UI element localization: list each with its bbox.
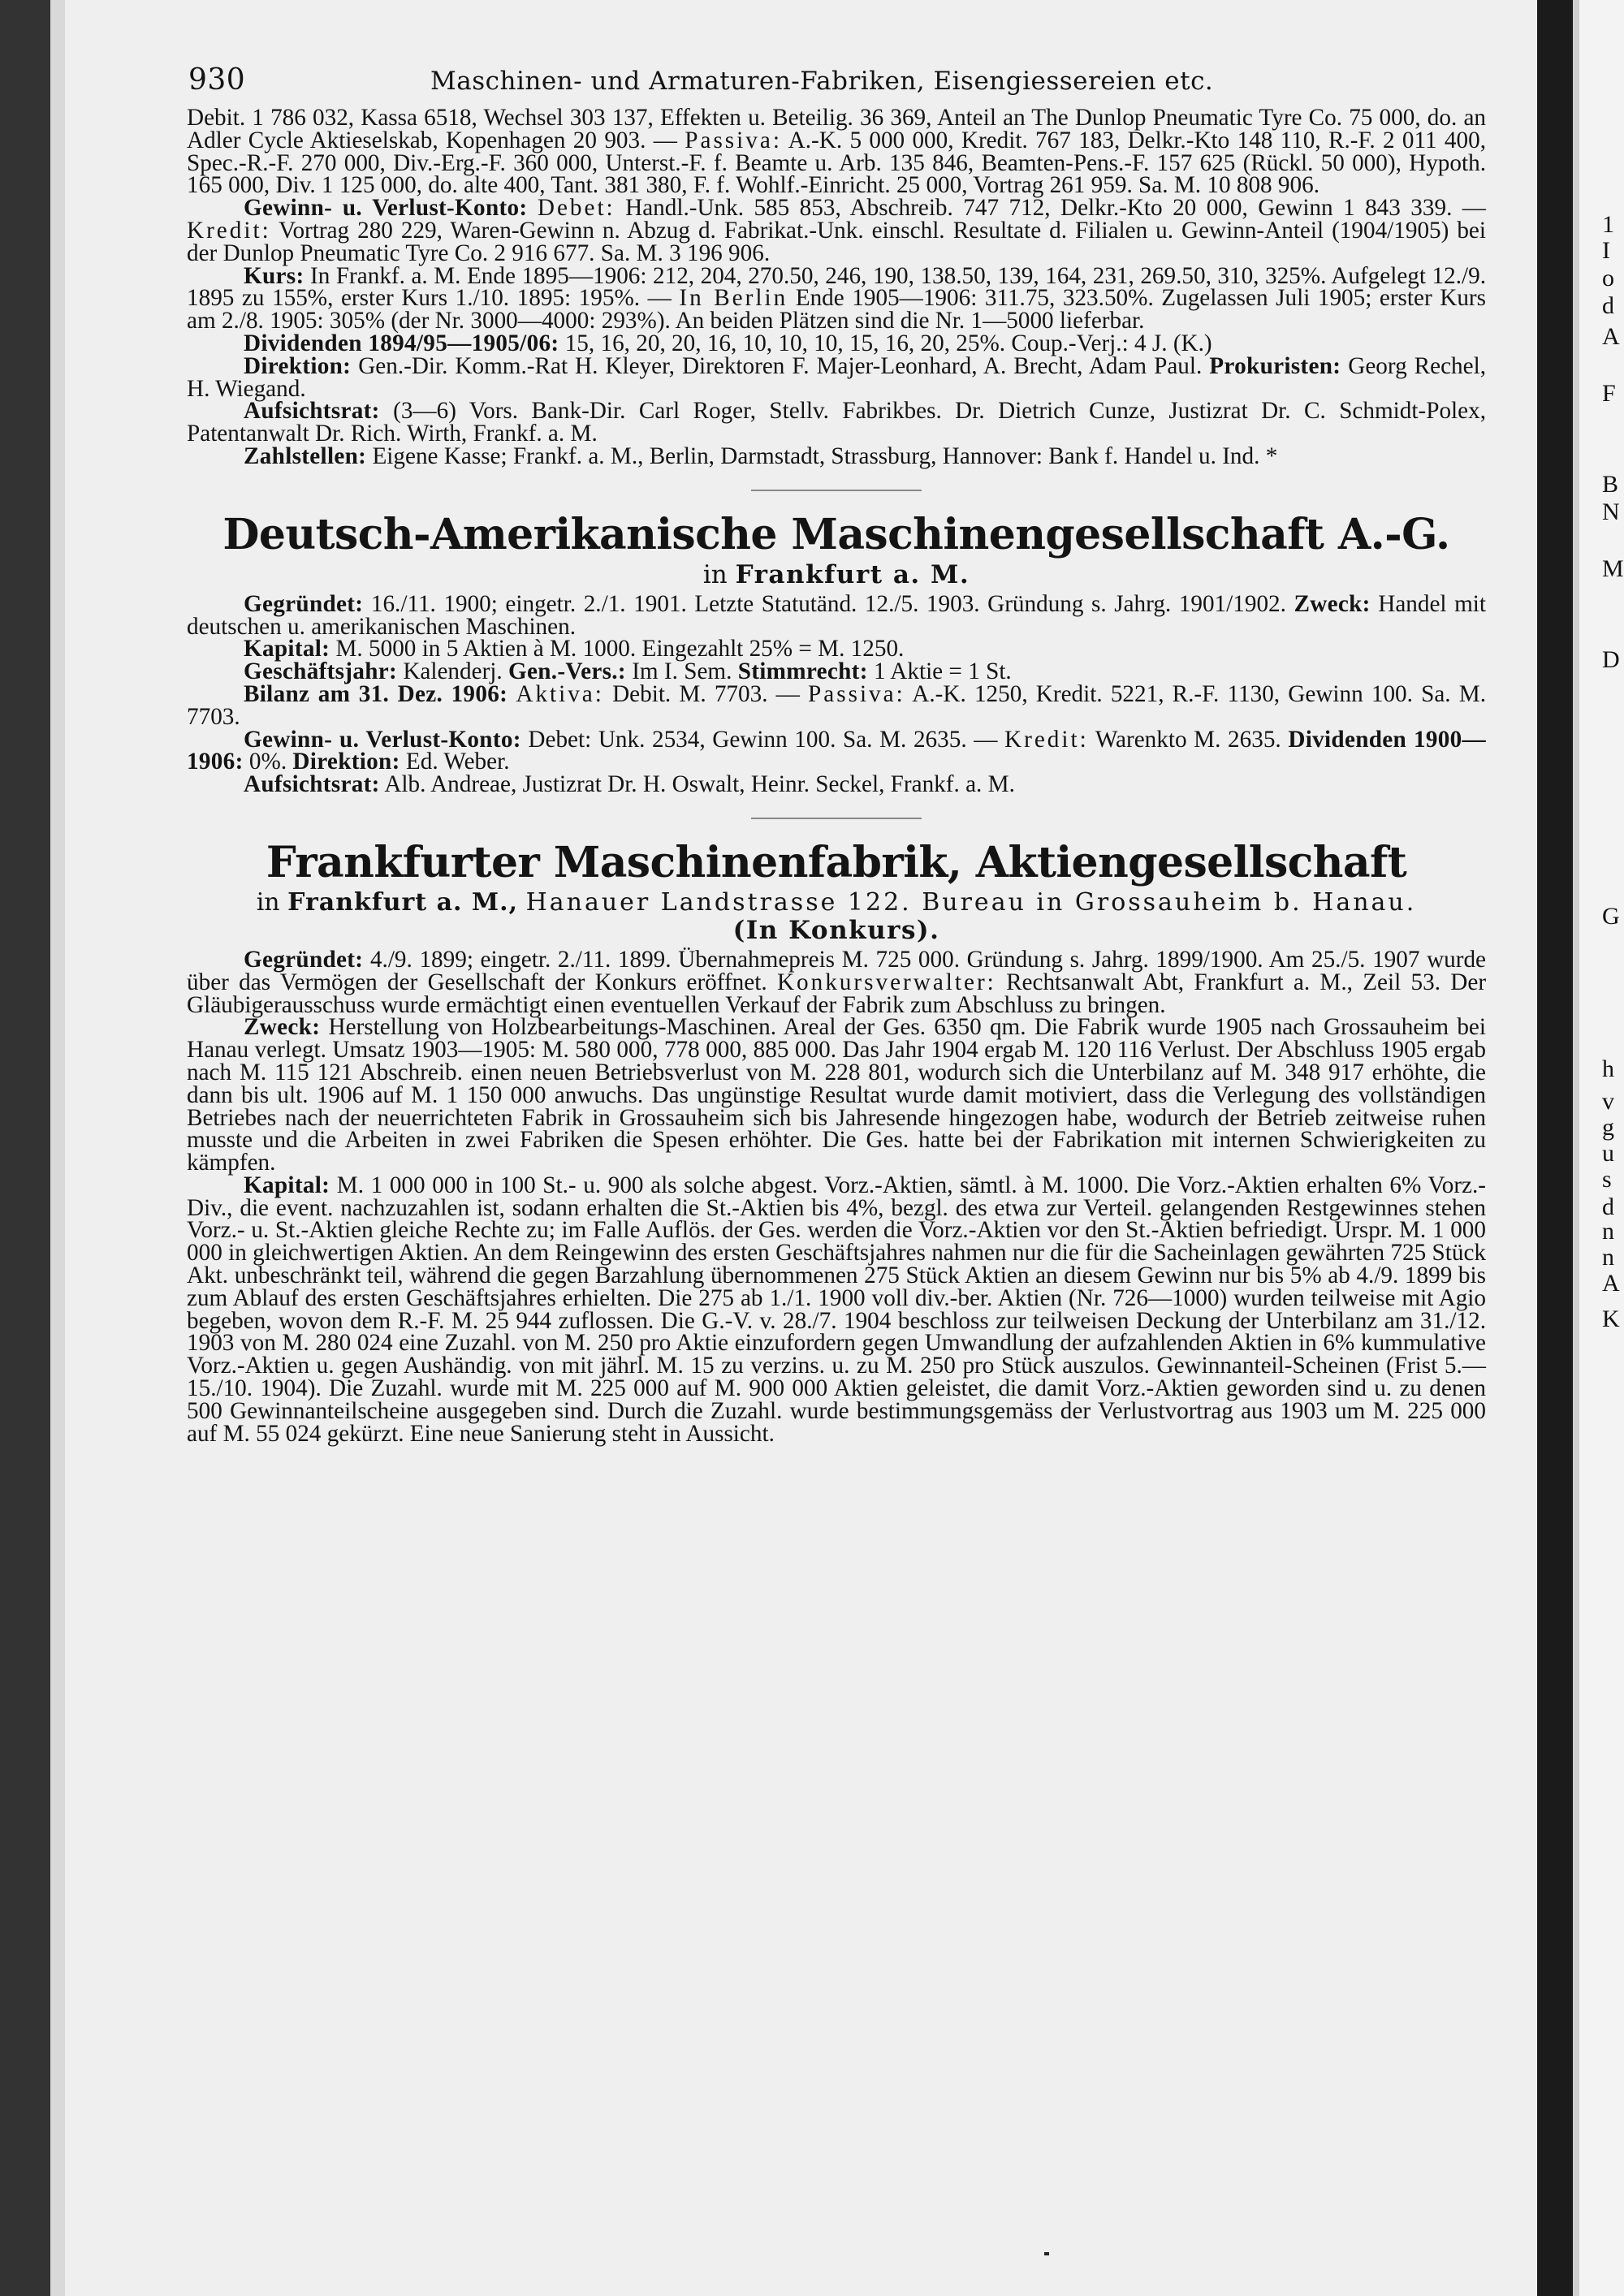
location-prefix: in <box>702 559 728 589</box>
aktiva-text: Debit. 1 786 032, Kassa 6518, Wechsel 303 137, Effekten u. Beteilig. 36 369, Anteil an The Dunlop Pneumatic Tyre Co. 75 000, do. an Adler Cycle Aktieselskab, Kopenhagen 20 903. — <box>187 105 1486 153</box>
kapital-text: M. 5000 in 5 Aktien à M. 1000. Eingezahlt 25% = M. 1250. <box>335 636 905 662</box>
kredit-text: Vortrag 280 229, Waren-Gewinn n. Abzug d. Fabrikat.-Unk. einschl. Resultate d. Filialen u. Gewinn-Anteil (1904/1905) bei der Dunlop Pneumatic Tyre Co. 2 916 677. Sa. M. 3 196 906. <box>187 217 1486 266</box>
gutter-shadow <box>1537 0 1573 2296</box>
zweck-label: Zweck: <box>244 1014 321 1041</box>
edge-letter: d <box>1602 292 1614 319</box>
kapital-text: M. 1 000 000 in 100 St.- u. 900 als solche abgest. Vorz.-Aktien, sämtl. à M. 1000. Die Vorz.-Aktien erhalten 6% Vorz.-Div., die event. nachzuzahlen ist, sodann erhalten die St.-Aktien bis 4%, bezgl. des etwa zur Verteil. gelangenden Restgewinnes stehen Vorz.- u. St.-Aktien gleiche Rechte zu; im Falle Auflös. der Ges. werden die Vorz.-Aktien vor den St.-Aktien befriedigt. Urspr. M. 1 000 000 in gleichwertigen Aktien. An dem Reingewinn des ersten Geschäftsjahres nahmen nur die für die Sacheinlagen gewährten 725 Stück Akt. unbeschränkt teil, während die gegen Barzahlung übernommenen 275 Stück Aktien an diesem Gewinn nur bis 5% ab 4./9. 1899 bis zum Ablauf des ersten Geschäftsjahres erhielten. Die 275 ab 1./1. 1900 voll div.-ber. Aktien (Nr. 726—1000) wurden teilweise mit Agio begeben, wovon dem R.-F. M. 25 944 zuflossen. Die G.-V. v. 28./7. 1904 beschloss zur teilweisen Deckung der Unterbilanz am 31./12. 1903 von M. 280 024 eine Zuzahl. von M. 250 pro Aktie einzufordern gegen Umwandlung der aufzahlenden Aktien in 6% kummulative Vorz.-Aktien u. gegen Aushändig. von mit jährl. M. 15 zu verzins. u. zu M. 250 pro Stück auszulos. Gewinnanteil-Scheinen (Frist 5.—15./10. 1904). Die Zuzahl. wurde mit M. 225 000 auf M. 900 000 Aktien geleistet, die damit Vorz.-Aktien geworden sind u. zu denen 500 Gewinnanteilscheine ausgegeben sind. Durch die Zuzahl. wurde bestimmungsgemäss der Verlustvortrag aus 1903 um M. 225 000 auf M. 55 024 gekürzt. Eine neue Sanierung steht in Aussicht. <box>187 1172 1487 1447</box>
facing-page-edge <box>1579 0 1624 2296</box>
section-divider <box>751 490 922 491</box>
aufsichtsrat-paragraph <box>187 771 1486 798</box>
edge-letter: N <box>1602 498 1620 525</box>
edge-letter: n <box>1602 1218 1614 1245</box>
zahlstellen-label: Zahlstellen: <box>244 442 367 469</box>
company-title: Deutsch-Amerikanische Maschinengesellschaft A.-G. <box>222 509 1450 559</box>
aktiva-text: Debit. M. 7703. — <box>612 680 800 707</box>
zweck-paragraph <box>187 1016 1486 1175</box>
debet-text: Handl.-Unk. 585 853, Abschreib. 747 712, Delkr.-Kto 20 000, Gewinn 1 843 339. — <box>625 195 1486 222</box>
aktiva-label: Aktiva: <box>516 680 604 707</box>
running-title: Maschinen- und Armaturen-Fabriken, Eisengiessereien etc. <box>430 67 1214 96</box>
kapital-label: Kapital: <box>244 636 330 662</box>
prokuristen-text: Georg Rechel, H. Wiegand. <box>187 352 1487 402</box>
print-mark <box>1044 2252 1049 2255</box>
kapital-paragraph <box>187 1172 1487 1447</box>
edge-letter: h <box>1602 1055 1614 1082</box>
gegruendet-text: 4./9. 1899; eingetr. 2./11. 1899. Übernahmepreis M. 725 000. Gründung s. Jahrg. 1899/1900. Am 25./5. 1907 wurde über das Vermögen der Gesellschaft der Konkurs eröffnet. <box>187 946 1487 995</box>
passiva-text: A.-K. 5 000 000, Kredit. 767 183, Delkr.-Kto 148 110, R.-F. 2 011 400, Spec.-R.-F. 270 000, Div.-Erg.-F. 360 000, Unterst.-F. f. Beamte u. Arb. 135 846, Beamten-Pens.-F. 157 625 (Rückl. 50 000), Hypoth. 165 000, Div. 1 125 000, do. alte 400, Tant. 381 380, F. f. Wohlf.-Einricht. 25 000, Vortrag 261 959. Sa. M. 10 808 906. <box>187 127 1487 199</box>
edge-letter: D <box>1602 646 1620 673</box>
kurs-label: Kurs: <box>244 262 304 289</box>
passiva-label: Passiva: <box>808 680 905 707</box>
section-divider <box>751 818 922 819</box>
konkursverwalter-label: Konkursverwalter: <box>776 969 996 995</box>
edge-letter: o <box>1602 265 1614 291</box>
dividenden-paragraph <box>187 330 1486 356</box>
aufsichtsrat-label: Aufsichtsrat: <box>244 398 380 425</box>
kredit-label: Kredit: <box>187 217 271 244</box>
kapital-label: Kapital: <box>244 1172 330 1198</box>
direktion-label: Direktion: <box>292 749 400 775</box>
direktion-text: Ed. Weber. <box>405 749 510 775</box>
gegruendet-text: 16./11. 1900; eingetr. 2./1. 1901. Letzte Statutänd. 12./5. 1903. Gründung s. Jahrg. 1901/1902. <box>370 590 1286 617</box>
dividenden-text: 0%. <box>248 749 287 775</box>
kredit-text: Warenkto M. 2635. <box>1095 726 1281 753</box>
geschaeftsjahr-label: Geschäftsjahr: <box>244 658 398 685</box>
edge-letter: F <box>1602 380 1616 407</box>
edge-letter: n <box>1602 1244 1614 1271</box>
konkursverwalter-text: Rechtsanwalt Abt, Frankfurt a. M., Zeil 53. Der Gläubigerausschuss wurde ermächtigt einen eventuellen Verkauf der Fabrik zum Abschluss zu bringen. <box>187 969 1487 1018</box>
gegruendet-label: Gegründet: <box>244 946 364 973</box>
location-city: Frankfurt a. M., <box>287 887 519 917</box>
konkurs-status <box>187 917 1486 944</box>
dividenden-label: Dividenden 1900—1906: <box>187 726 1487 775</box>
company-location <box>187 889 1486 917</box>
entry-frankfurter-maschinenfabrik <box>187 837 1486 1446</box>
gen-vers-text: Im I. Sem. <box>632 658 732 685</box>
edge-letter: G <box>1602 903 1620 930</box>
gegruendet-paragraph <box>187 946 1487 1018</box>
kurs-text-berlin: Ende 1905—1906: 311.75, 323.50%. Zugelassen Juli 1905; erster Kurs am 2./8. 1905: 305% (der Nr. 3000—4000: 293%). An beiden Plätzen sind die Nr. 1—5000 lieferbar. <box>187 285 1486 334</box>
prokuristen-label: Prokuristen: <box>1209 352 1341 379</box>
kurs-text-frankfurt: In Frankf. a. M. Ende 1895—1906: 212, 204, 270.50, 246, 190, 138.50, 139, 164, 231, 269.50, 310, 325%. Aufgelegt 12./9. 1895 zu 155%, erster Kurs 1./10. 1895: 195%. — <box>187 262 1486 312</box>
edge-letter: s <box>1602 1166 1612 1193</box>
company-title: Frankfurter Maschinenfabrik, Aktiengesellschaft <box>266 837 1407 887</box>
direktion-paragraph <box>187 352 1487 402</box>
edge-letter: K <box>1602 1306 1620 1332</box>
status-text: (In Konkurs). <box>732 915 940 945</box>
bilanz-label: Bilanz am 31. Dez. 1906: <box>244 680 508 707</box>
address-text: Hanauer Landstrasse 122. Bureau in Grossauheim b. Hanau. <box>525 887 1417 917</box>
edge-letter: 1 <box>1602 211 1614 238</box>
gen-vers-label: Gen.-Vers.: <box>508 658 626 685</box>
edge-letter: I <box>1602 237 1610 264</box>
passiva-label: Passiva: <box>685 127 782 153</box>
aufsichtsrat-label: Aufsichtsrat: <box>244 771 380 798</box>
location-city: Frankfurt a. M. <box>735 559 970 589</box>
stimmrecht-label: Stimmrecht: <box>737 658 868 685</box>
edge-letter: M <box>1602 555 1624 582</box>
debet-label: Debet: <box>537 195 615 222</box>
company-location <box>187 561 1486 589</box>
guv-label: Gewinn- u. Verlust-Konto: <box>244 726 521 753</box>
kredit-label: Kredit: <box>1004 726 1089 753</box>
edge-letter: d <box>1602 1193 1614 1220</box>
guv-paragraph <box>187 726 1487 775</box>
edge-letter: u <box>1602 1140 1614 1167</box>
gegruendet-paragraph <box>187 590 1486 640</box>
running-header <box>187 57 1486 107</box>
guv-label: Gewinn- u. Verlust-Konto: <box>244 195 528 222</box>
bilanz-paragraph <box>187 680 1487 730</box>
aufsichtsrat-paragraph <box>187 400 1486 446</box>
dividenden-text: 15, 16, 20, 20, 16, 10, 10, 10, 15, 16, 20, 25%. Coup.-Verj.: 4 J. (K.) <box>564 330 1212 356</box>
zweck-text: Herstellung von Holzbearbeitungs-Maschinen. Areal der Ges. 6350 qm. Die Fabrik wurde 1905 nach Grossauheim bei Hanau verlegt. Umsatz 1903—1905: M. 580 000, 778 000, 885 000. Das Jahr 1904 ergab M. 120 116 Verlust. Der Abschluss 1905 ergab nach M. 115 121 Abschreib. einen neuen Betriebsverlust von M. 228 801, wodurch sich die Unterbilanz auf M. 348 917 erhöhte, die dann bis ult. 1906 auf M. 1 150 000 anwuchs. Das ungünstige Resultat wurde damit motiviert, dass die Verlegung des vollständigen Betriebes nach der neuerrichteten Fabrik in Grossauheim sich bis Jahresende hingezogen habe, wodurch der Betrieb zeitweise ruhen musste und die Arbeiten in zwei Fabriken die Spesen erhöhter. Die Ges. hatte bei der Fabrikation mit internen Schwierigkeiten zu kämpfen. <box>187 1014 1486 1176</box>
geschaeftsjahr-text: Kalenderj. <box>403 658 503 685</box>
location-prefix: in <box>256 887 280 917</box>
gutter-edge <box>1573 0 1579 2296</box>
entry-continued <box>187 107 1486 468</box>
direktion-text: Gen.-Dir. Komm.-Rat H. Kleyer, Direktoren F. Majer-Leonhard, A. Brecht, Adam Paul. <box>358 352 1203 379</box>
edge-letter: A <box>1602 1270 1620 1297</box>
bilanz-paragraph <box>187 107 1486 197</box>
entry-deutsch-amerikanische <box>187 509 1486 796</box>
stimmrecht-text: 1 Aktie = 1 St. <box>874 658 1012 685</box>
direktion-label: Direktion: <box>244 352 352 379</box>
left-binding-shadow <box>0 0 50 2296</box>
edge-letter: v <box>1602 1088 1614 1115</box>
geschaeftsjahr-paragraph <box>187 658 1486 685</box>
kurs-paragraph <box>187 262 1486 334</box>
passiva-text: A.-K. 1250, Kredit. 5221, R.-F. 1130, Gewinn 100. Sa. M. 7703. <box>187 680 1487 730</box>
edge-letter: A <box>1602 323 1620 350</box>
zahlstellen-text: Eigene Kasse; Frankf. a. M., Berlin, Darmstadt, Strassburg, Hannover: Bank f. Handel u. Ind. * <box>372 442 1278 469</box>
edge-letter: B <box>1602 471 1619 498</box>
edge-letter: g <box>1602 1114 1614 1141</box>
guv-paragraph <box>187 197 1486 265</box>
aufsichtsrat-text: Alb. Andreae, Justizrat Dr. H. Oswalt, Heinr. Seckel, Frankf. a. M. <box>384 771 1015 798</box>
kapital-paragraph <box>187 638 1486 661</box>
kurs-berlin-label: In Berlin <box>679 285 788 312</box>
zweck-text: Handel mit deutschen u. amerikanischen Maschinen. <box>187 590 1486 640</box>
page-content <box>187 57 1486 1445</box>
dividenden-label: Dividenden 1894/95—1905/06: <box>244 330 559 356</box>
debet-text: Debet: Unk. 2534, Gewinn 100. Sa. M. 2635. — <box>528 726 998 753</box>
page-number: 930 <box>188 63 246 97</box>
zahlstellen-paragraph <box>187 442 1486 469</box>
gegruendet-label: Gegründet: <box>244 590 364 617</box>
aufsichtsrat-text: (3—6) Vors. Bank-Dir. Carl Roger, Stellv. Fabrikbes. Dr. Dietrich Cunze, Justizrat Dr. C. Schmidt-Polex, Patentanwalt Dr. Rich. Wirth, Frankf. a. M. <box>187 398 1486 447</box>
zweck-label: Zweck: <box>1294 590 1371 617</box>
